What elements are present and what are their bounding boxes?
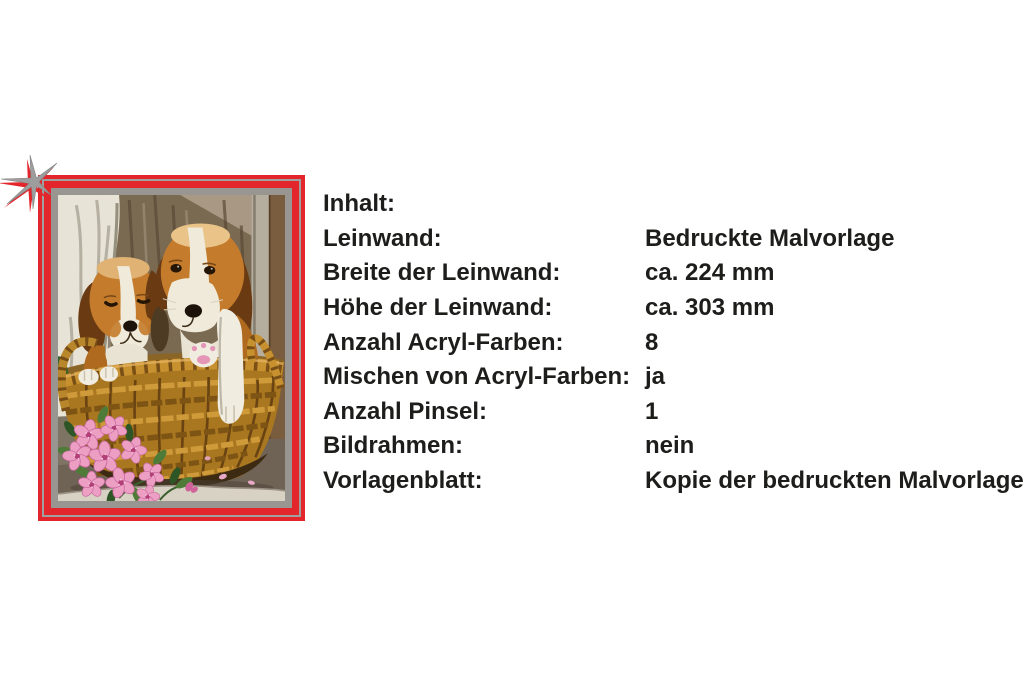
spec-value: nein xyxy=(645,432,695,460)
spec-label: Höhe der Leinwand: xyxy=(323,294,553,322)
spec-row xyxy=(323,360,1024,395)
frame-mat xyxy=(51,188,292,508)
spec-row xyxy=(323,429,1024,464)
spec-table xyxy=(323,187,1024,498)
sparkle-star-silver xyxy=(1,155,57,209)
spec-label: Anzahl Pinsel: xyxy=(323,397,488,425)
spec-value: 8 xyxy=(645,328,659,356)
spec-label: Mischen von Acryl-Farben: xyxy=(323,363,631,391)
specs-heading: Inhalt: xyxy=(323,190,395,218)
spec-label: Bildrahmen: xyxy=(323,432,464,460)
spec-row xyxy=(323,222,1024,257)
spec-value: 1 xyxy=(645,397,659,425)
spec-row xyxy=(323,256,1024,291)
spec-label: Breite der Leinwand: xyxy=(323,259,561,287)
spec-heading-row xyxy=(323,187,1024,222)
spec-row xyxy=(323,325,1024,360)
spec-label: Leinwand: xyxy=(323,224,442,252)
puppies-painting xyxy=(58,195,285,501)
sparkle-star-icon xyxy=(0,150,60,212)
spec-value: Kopie der bedruckten Malvorlage xyxy=(645,467,1024,495)
spec-label: Anzahl Acryl-Farben: xyxy=(323,328,564,356)
spec-value: Bedruckte Malvorlage xyxy=(645,224,895,252)
spec-value: ja xyxy=(645,363,666,391)
spec-row xyxy=(323,395,1024,430)
frame-pinstripe xyxy=(42,179,301,517)
spec-row xyxy=(323,464,1024,499)
spec-label: Vorlagenblatt: xyxy=(323,467,483,495)
picture-frame xyxy=(38,175,305,521)
spec-value: ca. 303 mm xyxy=(645,294,775,322)
spec-row xyxy=(323,291,1024,326)
spec-value: ca. 224 mm xyxy=(645,259,775,287)
